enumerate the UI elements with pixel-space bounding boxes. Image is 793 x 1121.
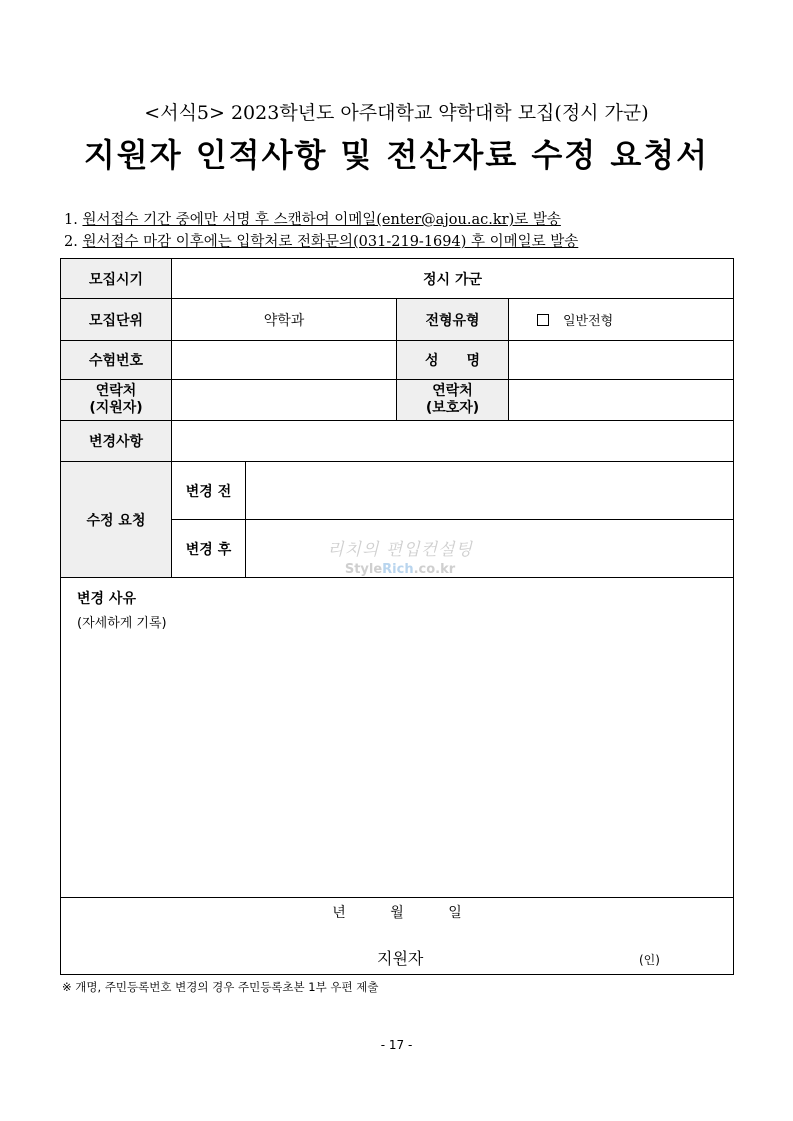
applicant-contact-field[interactable] <box>172 380 397 421</box>
watermark-rich: Rich <box>382 562 414 577</box>
before-label: 변경 전 <box>172 462 246 520</box>
type-option[interactable] <box>509 299 734 341</box>
seal-mark: (인) <box>639 953 660 967</box>
signature-section <box>61 898 734 975</box>
period-label: 모집시기 <box>61 259 172 299</box>
modify-request-label: 수정 요청 <box>61 462 172 578</box>
watermark-domain: .co.kr <box>413 562 456 577</box>
guardian-contact-field[interactable] <box>509 380 734 421</box>
unit-value: 약학과 <box>172 299 397 341</box>
guardian-contact-label-sub: (보호자) <box>425 400 480 416</box>
watermark-line2 <box>320 562 480 577</box>
date-day: 일 <box>448 905 462 921</box>
type-option-label: 일반전형 <box>563 314 614 329</box>
form-subtitle: <서식5> 2023학년도 아주대학교 약학대학 모집(정시 가군) <box>144 102 649 124</box>
page-title: 지원자 인적사항 및 전산자료 수정 요청서 <box>83 136 710 174</box>
applicant-signature-label: 지원자 <box>377 949 424 968</box>
name-field[interactable] <box>509 341 734 380</box>
guardian-contact-label-main: 연락처 <box>432 383 473 399</box>
period-value: 정시 가군 <box>172 259 734 299</box>
applicant-contact-label-main: 연락처 <box>95 383 137 399</box>
change-item-field[interactable] <box>172 421 734 462</box>
instruction-text: 원서접수 마감 이후에는 입학처로 전화문의(031-219-1694) 후 이메일로 발송 <box>82 234 579 250</box>
reason-section[interactable] <box>61 578 734 898</box>
watermark-line1: 리치의 편입컨설팅 <box>327 540 473 560</box>
date-month: 월 <box>390 905 404 921</box>
after-field[interactable] <box>246 520 734 578</box>
page-number: - 17 - <box>380 1038 413 1052</box>
watermark <box>320 535 480 577</box>
date-year: 년 <box>332 905 346 921</box>
reason-note: (자세하게 기록) <box>77 616 167 631</box>
guardian-contact-label <box>397 380 509 421</box>
instruction-number: 2. <box>64 234 78 250</box>
applicant-contact-label-sub: (지원자) <box>89 400 143 416</box>
type-label: 전형유형 <box>397 299 509 341</box>
instruction-number: 1. <box>64 212 78 228</box>
reason-title: 변경 사유 <box>77 591 136 607</box>
exam-number-label: 수험번호 <box>61 341 172 380</box>
checkbox-icon[interactable] <box>537 314 549 326</box>
before-field[interactable] <box>246 462 734 520</box>
name-label: 성 명 <box>397 341 509 380</box>
instructions <box>64 209 578 253</box>
request-form-table <box>60 258 734 975</box>
instruction-text: 원서접수 기간 중에만 서명 후 스캔하여 이메일(enter@ajou.ac.kr)로 발송 <box>82 212 561 228</box>
footnote: ※ 개명, 주민등록번호 변경의 경우 주민등록초본 1부 우편 제출 <box>62 980 379 994</box>
watermark-style: Style <box>344 562 383 577</box>
instruction-item <box>64 231 578 253</box>
change-item-label: 변경사항 <box>61 421 172 462</box>
unit-label: 모집단위 <box>61 299 172 341</box>
after-label: 변경 후 <box>172 520 246 578</box>
instruction-item <box>64 209 578 231</box>
date-line <box>61 902 733 922</box>
applicant-contact-label <box>61 380 172 421</box>
exam-number-field[interactable] <box>172 341 397 380</box>
